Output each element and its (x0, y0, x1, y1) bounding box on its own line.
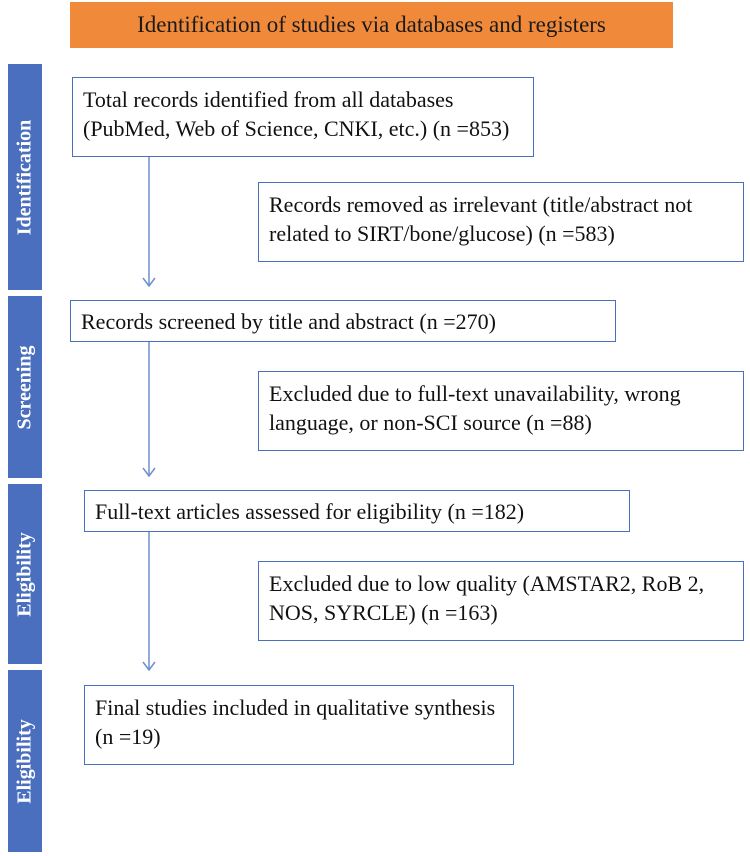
header-title: Identification of studies via databases and registers (137, 12, 606, 37)
stage-label: Eligibility (13, 531, 36, 617)
box-text: Records screened by title and abstract (n =270) (81, 308, 496, 334)
box-text: Excluded due to low quality (AMSTAR2, RoB 2, NOS, SYRCLE) (n =163) (269, 571, 705, 625)
stage-label: Identification (13, 119, 36, 235)
box-text: Total records identified from all databases (PubMed, Web of Science, CNKI, etc.) (n =853) (83, 87, 510, 141)
stage-label: Screening (13, 344, 36, 430)
arrow-assessed-to-included (143, 532, 155, 670)
box-text: Excluded due to full-text unavailability, wrong language, or non-SCI source (n =88) (269, 381, 681, 435)
arrow-identified-to-screened (143, 157, 155, 286)
box-text: Full-text articles assessed for eligibility (n =182) (95, 498, 525, 524)
box-text: Records removed as irrelevant (title/abstract not related to SIRT/bone/glucose) (n =583) (269, 192, 693, 246)
box-text: Final studies included in qualitative synthesis (n =19) (95, 695, 496, 749)
stage-label: Eligibility (13, 718, 36, 804)
arrow-screened-to-assessed (143, 342, 155, 476)
